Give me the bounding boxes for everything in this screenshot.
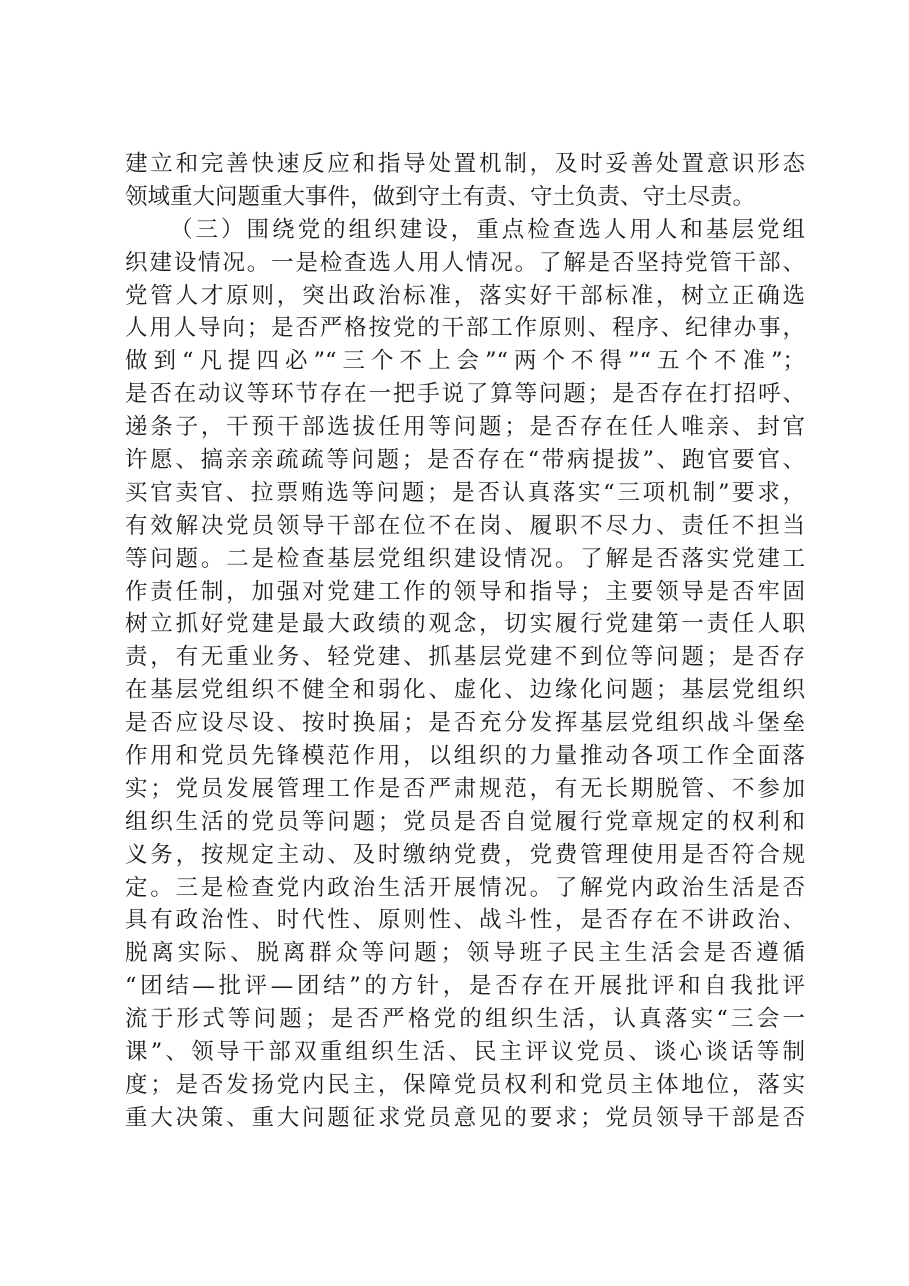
section-heading-line: （三）围绕党的组织建设，重点检查选人用人和基层党组 (170, 216, 805, 243)
text-line: 建立和完善快速反应和指导处置机制，及时妥善处置意识形态 (125, 151, 805, 177)
text-line: 课”、领导干部双重组织生活、民主评议党员、谈心谈话等制 (125, 1039, 805, 1066)
text-line: 脱离实际、脱离群众等问题；领导班子民主生活会是否遵循 (125, 940, 805, 967)
text-line: 责，有无重业务、轻党建、抓基层党建不到位等问题；是否存 (125, 644, 805, 671)
text-line: 递条子，干预干部选拔任用等问题；是否存在任人唯亲、封官 (125, 414, 805, 441)
text-line: 组织生活的党员等问题；党员是否自觉履行党章规定的权利和 (125, 808, 805, 835)
text-line: 是否在动议等环节存在一把手说了算等问题；是否存在打招呼、 (125, 381, 805, 408)
text-line: 织建设情况。一是检查选人用人情况。了解是否坚持党管干部、 (125, 249, 805, 276)
text-line: 在基层党组织不健全和弱化、虚化、边缘化问题；基层党组织 (125, 677, 805, 704)
text-line: 定。三是检查党内政治生活开展情况。了解党内政治生活是否 (125, 874, 805, 901)
text-line: 等问题。二是检查基层党组织建设情况。了解是否落实党建工 (125, 545, 805, 572)
text-line: 树立抓好党建是最大政绩的观念，切实履行党建第一责任人职 (125, 611, 805, 638)
text-line: 是否应设尽设、按时换届；是否充分发挥基层党组织战斗堡垒 (125, 710, 805, 737)
text-line: 许愿、搞亲亲疏疏等问题；是否存在“带病提拔”、跑官要官、 (125, 447, 805, 474)
text-line: 有效解决党员领导干部在位不在岗、履职不尽力、责任不担当 (125, 512, 805, 539)
text-line: 领域重大问题重大事件，做到守土有责、守土负责、守土尽责。 (125, 183, 756, 210)
text-line: 流于形式等问题；是否严格党的组织生活，认真落实“三会一 (125, 1006, 805, 1033)
text-line: 度；是否发扬党内民主，保障党员权利和党员主体地位，落实 (125, 1071, 805, 1098)
text-line: 买官卖官、拉票贿选等问题；是否认真落实“三项机制”要求， (125, 479, 805, 506)
text-line: 重大决策、重大问题征求党员意见的要求；党员领导干部是否 (125, 1104, 805, 1131)
text-line: 具有政治性、时代性、原则性、战斗性，是否存在不讲政治、 (125, 907, 805, 934)
text-line: 党管人才原则，突出政治标准，落实好干部标准，树立正确选 (125, 282, 805, 309)
text-line: 义务，按规定主动、及时缴纳党费，党费管理使用是否符合规 (125, 841, 805, 868)
text-line: 人用人导向；是否严格按党的干部工作原则、程序、纪律办事， (125, 315, 805, 342)
body-text (125, 148, 805, 1135)
text-line: 作责任制，加强对党建工作的领导和指导；主要领导是否牢固 (125, 578, 805, 605)
text-line: 实；党员发展管理工作是否严肃规范，有无长期脱管、不参加 (125, 775, 805, 802)
text-line: 作用和党员先锋模范作用，以组织的力量推动各项工作全面落 (125, 743, 805, 770)
text-line: 做到“凡提四必”“三个不上会”“两个不得”“五个不准”； (125, 348, 805, 375)
text-line: “团结—批评—团结”的方针，是否存在开展批评和自我批评 (125, 973, 805, 1000)
